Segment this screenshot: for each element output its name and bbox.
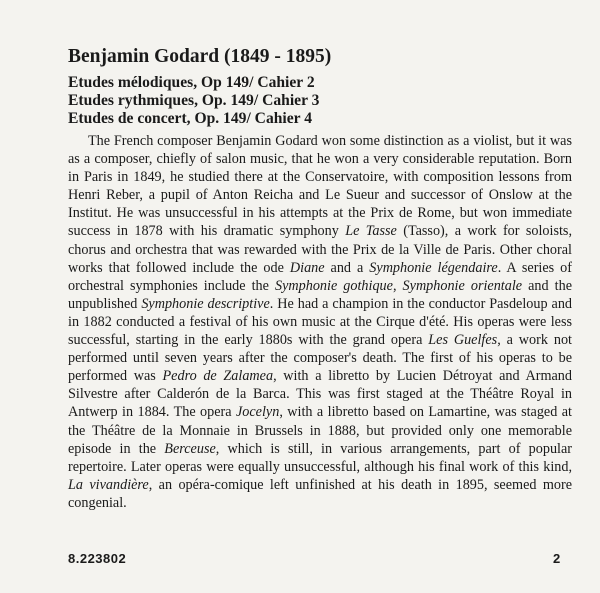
text-run: , — [392, 277, 403, 294]
work-title-2: Etudes rythmiques, Op. 149/ Cahier 3 — [68, 92, 320, 109]
work-title-italic: Symphonie gothique — [275, 277, 393, 294]
text-run: , an opéra-comique left unfinished at his death in 1895, seemed more congenial. — [68, 476, 572, 511]
text-run: (Tasso), a work for soloists, chorus and orchestra that was rewarded with the Prix de la Ville de Paris. Other choral works that followed include the ode — [68, 223, 572, 276]
work-title-italic: Jocelyn — [235, 404, 280, 421]
work-title-italic: Les Guelfes — [428, 332, 498, 349]
text-run: and a — [324, 259, 370, 276]
catalog-number: 8.223802 — [68, 551, 127, 566]
text-run: , a work not performed until seven years after the composer's death. The first of his operas to be performed was — [68, 332, 572, 385]
work-list — [68, 74, 319, 128]
text-run: The French composer Benjamin Godard won some distinction as a violist, but it was as a composer, chiefly of salon music, that he won a very considerable reputation. Born in Paris in 1849, he studied there at the Conservatoire, with composition lessons from Henri Reber, a pupil of Anton Reicha and Le Sueur and successor of Onslow at the Institut. He was unsuccessful in his attempts at the Prix de Rome, but won immediate success in 1878 with his dramatic symphony — [68, 133, 572, 240]
work-title-3: Etudes de concert, Op. 149/ Cahier 4 — [68, 110, 313, 127]
text-run: , which is still, in various arrangements, part of popular repertoire. Later operas were equally unsuccessful, although his final work of this kind, — [68, 440, 572, 475]
text-run: . He had a champion in the conductor Pasdeloup and in 1882 conducted a festival of his own music at the Cirque d'été. His operas were less successful, starting in the early 1880s with the grand opera — [68, 295, 573, 349]
work-title-italic: Symphonie légendaire — [369, 259, 498, 276]
work-title-1: Etudes mélodiques, Op 149/ Cahier 2 — [68, 74, 315, 91]
biography-text — [68, 132, 572, 512]
work-title-italic: Le Tasse — [345, 223, 397, 240]
text-run: . A series of orchestral symphonies include the — [68, 259, 572, 294]
work-title-italic: Symphonie orientale — [402, 277, 523, 294]
work-title-italic: Diane — [289, 259, 325, 276]
work-title-italic: La vivandière — [68, 476, 149, 493]
text-run: and the unpublished — [68, 277, 572, 312]
page-title: Benjamin Godard (1849 - 1895) — [68, 46, 332, 67]
page-number: 2 — [553, 551, 561, 566]
work-title-italic: Pedro de Zalamea — [162, 368, 274, 385]
work-title-italic: Berceuse — [164, 440, 216, 457]
biography-paragraph — [68, 132, 572, 512]
work-title-italic: Symphonie descriptive — [141, 295, 270, 312]
text-run: , with a libretto by Lucien Détroyat and Armand Silvestre after Calderón de la Barca. This was first staged at the Théâtre Royal in Antwerp in 1884. The opera — [68, 368, 572, 421]
text-run: , with a libretto based on Lamartine, was staged at the Théâtre de la Monnaie in Brussels in 1888, but provided only one memorable episode in the — [68, 404, 572, 457]
